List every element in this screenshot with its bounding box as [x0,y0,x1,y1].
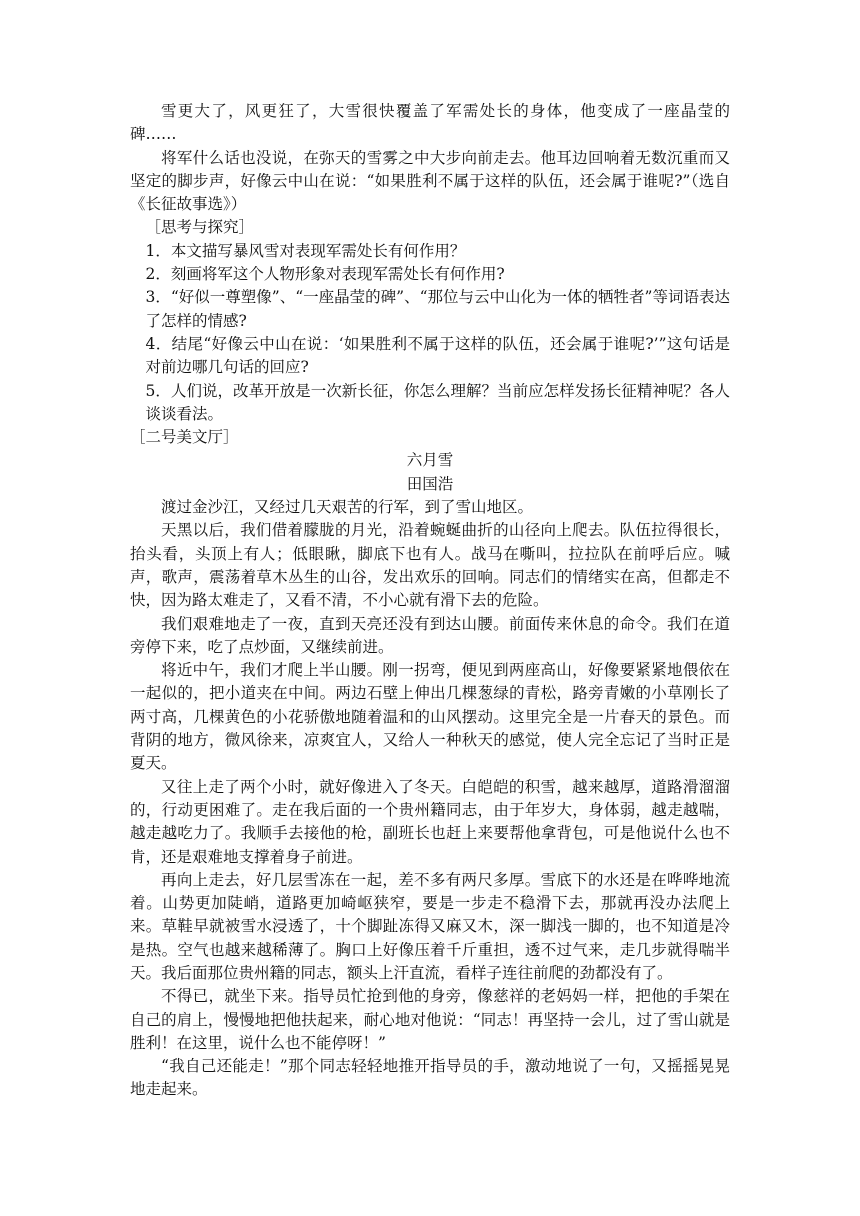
article-paragraph: 再向上走去，好几层雪冻在一起，差不多有两尺多厚。雪底下的水还是在哗哗地流着。山势更加陡峭，道路更加崎岖狭窄，要是一步走不稳滑下去，那就再没办法爬上来。草鞋早就被雪水浸透了，十个脚趾冻得又麻又木，深一脚浅一脚的，也不知道是冷是热。空气也越来越稀薄了。胸口上好像压着千斤重担，透不过气来，走几步就得喘半天。我后面那位贵州籍的同志，额头上汗直流，看样子连往前爬的劲都没有了。 [130,870,730,982]
document-body [130,100,730,1102]
question-item: 3．“好似一尊塑像”、“一座晶莹的碑”、“那位与云中山化为一体的牺牲者”等词语表达了怎样的情感? [145,288,730,330]
article-paragraph: 渡过金沙江，又经过几天艰苦的行军，到了雪山地区。 [161,498,534,517]
article-author: 田国浩 [406,474,454,493]
article-paragraph: 将近中午，我们才爬上半山腰。刚一拐弯，便见到两座高山，好像要紧紧地偎依在一起似的，把小道夹在中间。两边石壁上伸出几棵葱绿的青松，路旁青嫩的小草刚长了两寸高，几棵黄色的小花骄傲地随着温和的山风摆动。这里完全是一片春天的景色。而背阴的地方，微风徐来，凉爽宜人，又给人一种秋天的感觉，使人完全忘记了当时正是夏天。 [130,661,730,773]
article-paragraph: 我们艰难地走了一夜，直到天亮还没有到达山腰。前面传来休息的命令。我们在道旁停下来，吃了点炒面，又继续前进。 [130,614,730,656]
article-paragraph: 天黑以后，我们借着朦胧的月光，沿着蜿蜒曲折的山径向上爬去。队伍拉得很长，抬头看，头顶上有人；低眼瞅，脚底下也有人。战马在嘶叫，拉拉队在前呼后应。喊声，歌声，震荡着草木丛生的山谷，发出欢乐的回响。同志们的情绪实在高，但都走不快，因为路太难走了，又看不清，不小心就有滑下去的危险。 [130,521,730,610]
question-item: 4．结尾“好像云中山在说：‘如果胜利不属于这样的队伍，还会属于谁呢?’”这句话是对前边哪几句话的回应? [145,334,730,377]
question-item: 1．本文描写暴风雪对表现军需处长有何作用？ [145,241,466,260]
body-paragraph: 雪更大了，风更狂了，大雪很快覆盖了军需处长的身体，他变成了一座晶莹的碑…… [130,102,730,144]
article-paragraph: “我自己还能走！”那个同志轻轻地推开指导员的手，激动地说了一句，又摇摇晃晃地走起来。 [130,1057,730,1099]
question-item: 2．刻画将军这个人物形象对表现军需处长有何作用? [145,265,505,284]
section-heading-think: ［思考与探究］ [145,218,255,237]
body-paragraph: 将军什么话也没说，在弥天的雪雾之中大步向前走去。他耳边回响着无数沉重而又坚定的脚步声，好像云中山在说：“如果胜利不属于这样的队伍，还会属于谁呢?”（选自《长征故事选》） [130,148,730,214]
article-title: 六月雪 [406,451,454,470]
question-item: 5．人们说，改革开放是一次新长征，你怎么理解？当前应怎样发扬长征精神呢？各人谈谈看法。 [145,381,730,423]
section-heading-hall: ［二号美文厅］ [130,428,239,447]
article-paragraph: 不得已，就坐下来。指导员忙抢到他的身旁，像慈祥的老妈妈一样，把他的手架在自己的肩上，慢慢地把他扶起来，耐心地对他说：“同志！再坚持一会儿，过了雪山就是胜利！在这里，说什么也不能停呀！” [130,987,730,1052]
article-paragraph: 又往上走了两个小时，就好像进入了冬天。白皑皑的积雪，越来越厚，道路滑溜溜的，行动更困难了。走在我后面的一个贵州籍同志，由于年岁大，身体弱，越走越喘，越走越吃力了。我顺手去接他的枪，副班长也赶上来要帮他拿背包，可是他说什么也不肯，还是艰难地支撑着身子前进。 [130,777,730,866]
